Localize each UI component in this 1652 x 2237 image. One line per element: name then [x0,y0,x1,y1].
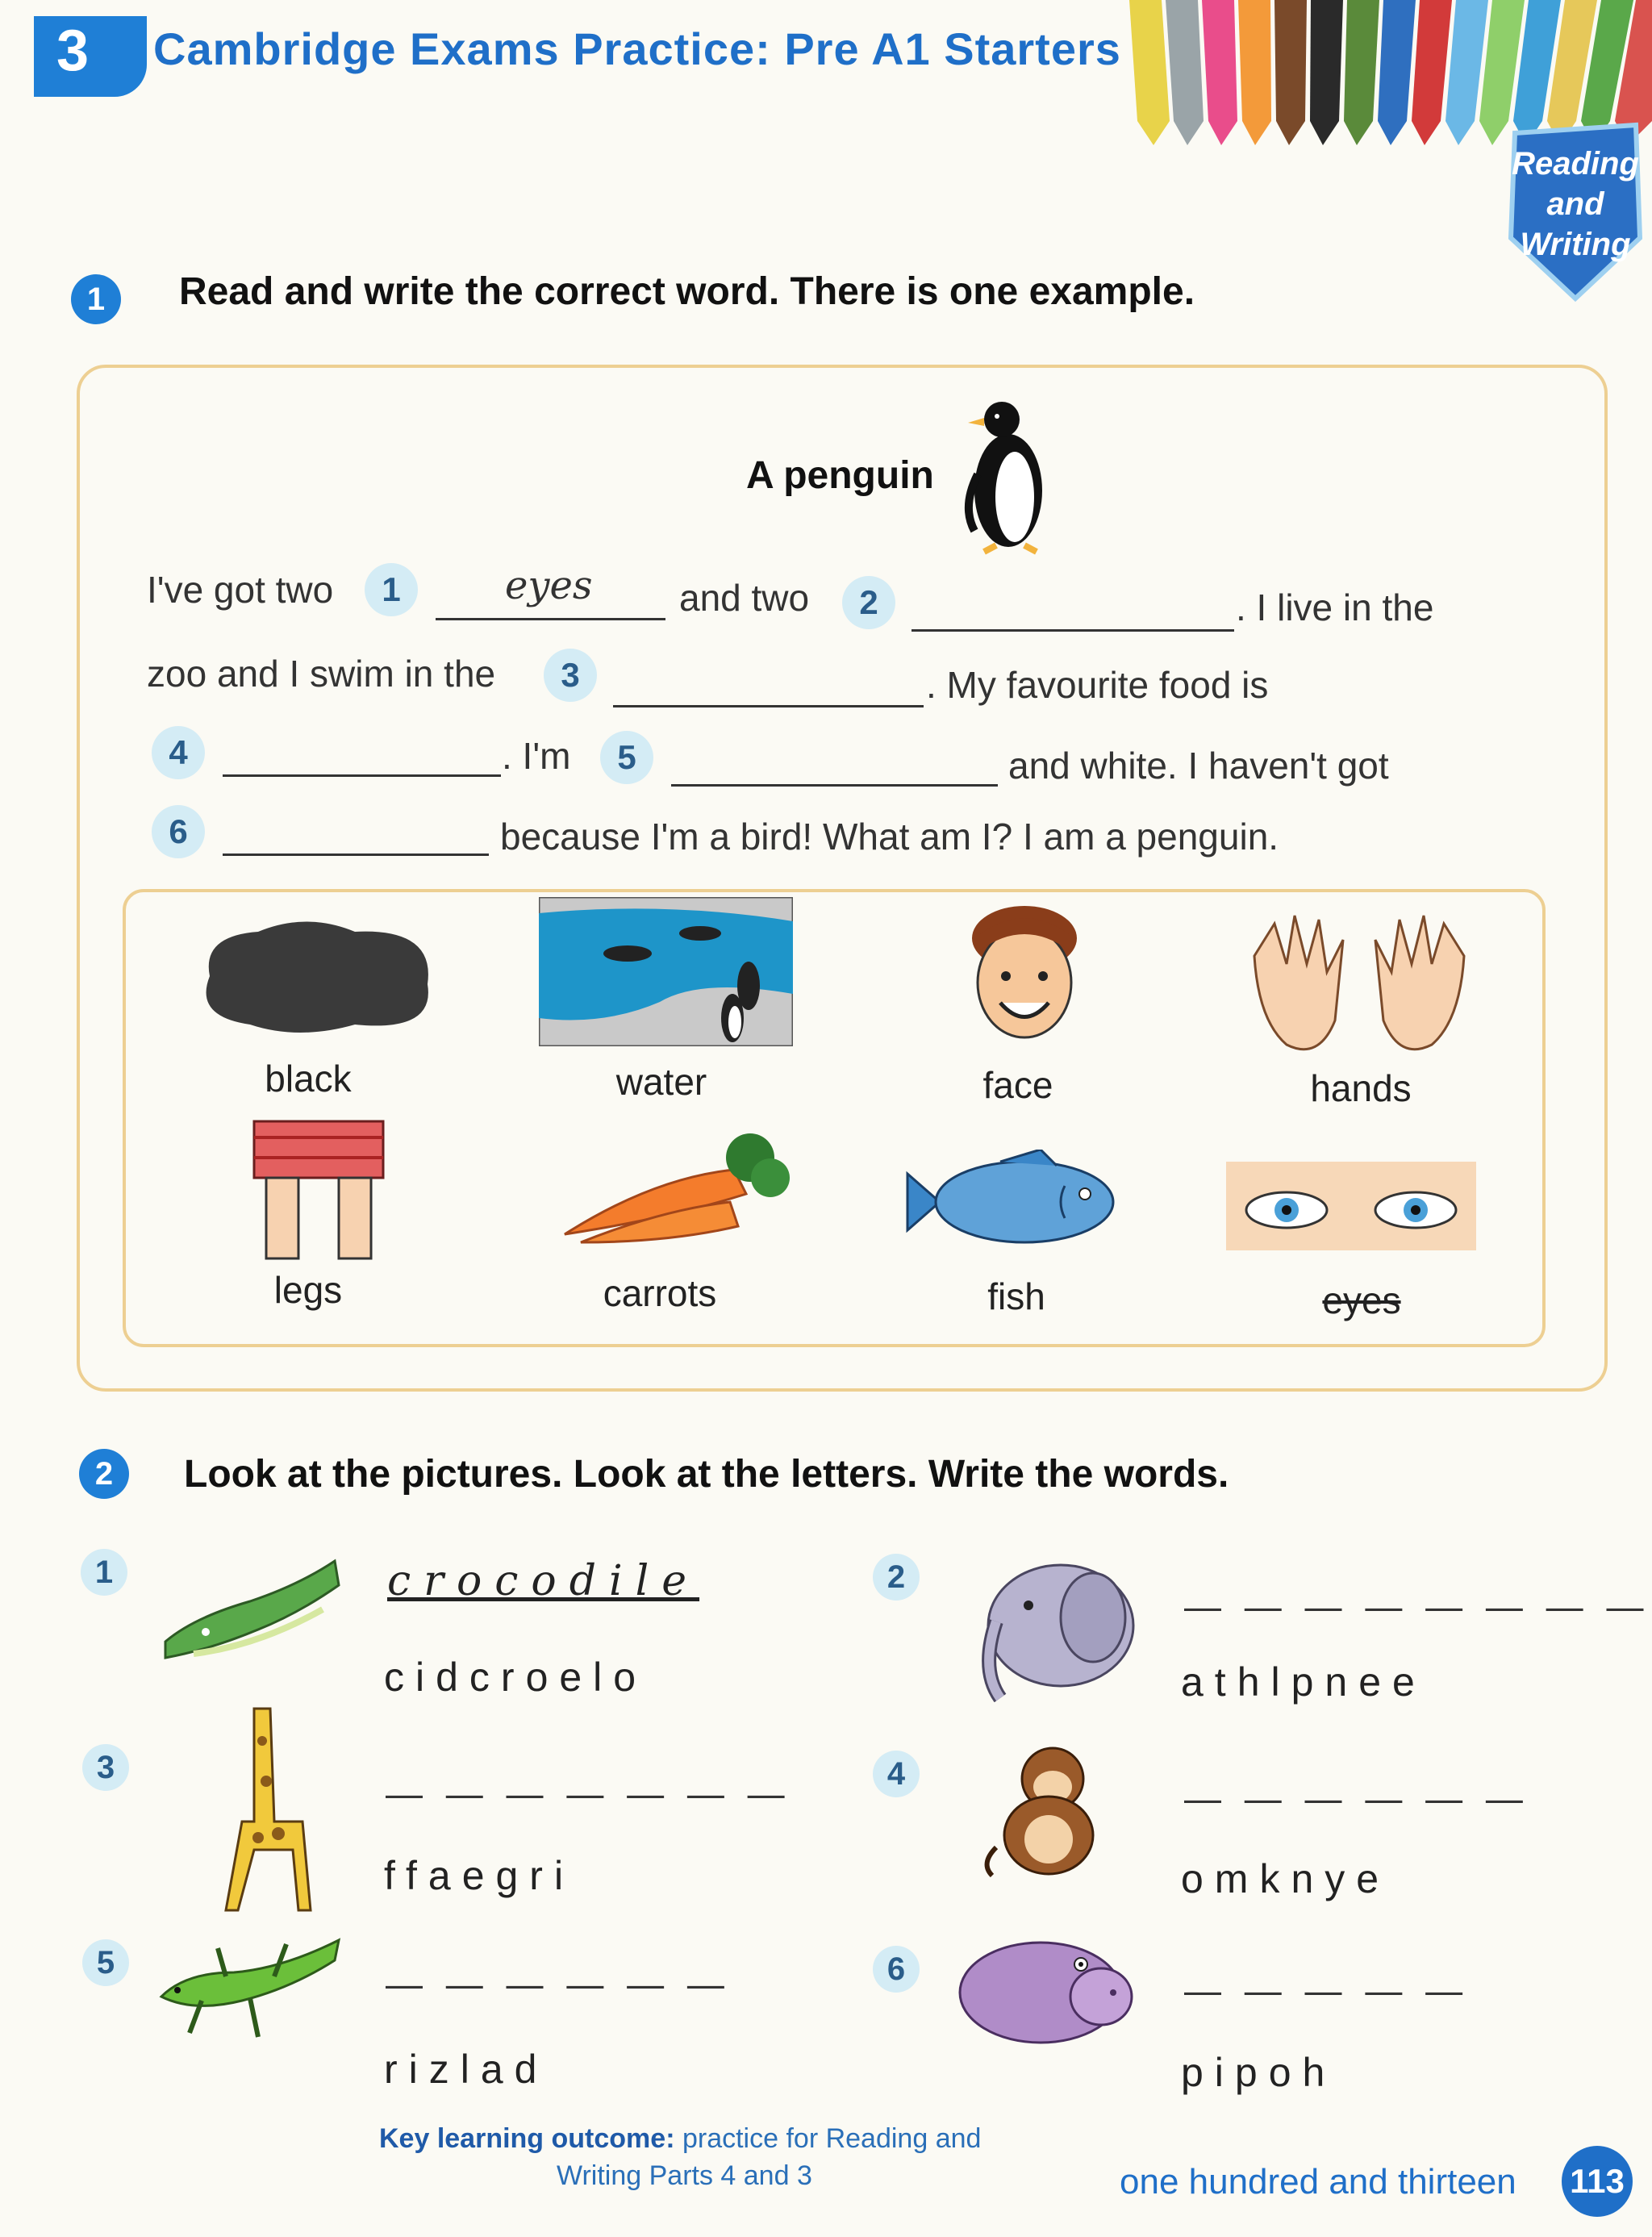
item-5-letters: rizlad [384,2047,549,2092]
exercise-2-instruction: Look at the pictures. Look at the letters. Write the words. [184,1453,1229,1496]
story-text-2: and two [679,577,810,619]
crocodile-picture [161,1553,343,1666]
word-water: water [615,1061,707,1103]
word-black: black [265,1058,352,1100]
item-6-number: 6 [873,1946,920,1993]
gap-number-6: 6 [152,805,205,858]
item-5-answer-blank[interactable]: — — — — — — [386,1963,731,2005]
gap-number-5: 5 [600,731,653,784]
carrots-picture [557,1121,791,1250]
story-text-6: . I'm [502,735,571,777]
gap-blank-6[interactable] [223,853,489,856]
item-4-letters: omknye [1181,1856,1391,1901]
item-2-letters: athlpnee [1181,1659,1426,1705]
word-fish: fish [987,1275,1045,1317]
story-text-1: I've got two [147,569,334,611]
word-face: face [982,1064,1053,1106]
monkey-picture [972,1742,1117,1880]
item-5-number: 5 [82,1939,129,1986]
item-1-number: 1 [81,1549,127,1596]
gap-number-3: 3 [544,649,597,702]
story-text-3: . I live in the [1236,586,1434,628]
item-6-letters: pipoh [1181,2050,1337,2095]
legs-picture [250,1117,387,1262]
item-4-answer-blank[interactable]: — — — — — — [1184,1777,1529,1819]
word-legs: legs [273,1269,343,1311]
hippo-picture [952,1924,1133,2053]
black-shape-picture [194,912,444,1041]
reading-writing-badge-text: Reading and Writing [1512,146,1639,262]
item-6-answer-blank[interactable]: — — — — — [1184,1969,1470,2011]
example-answer: eyes [505,563,593,608]
page-number-badge: 113 [1562,2146,1633,2217]
item-2-answer-blank[interactable]: — — — — — — — — [1184,1585,1650,1627]
water-picture [539,897,793,1046]
item-3-letters: ffaegri [384,1853,575,1898]
face-picture [956,902,1093,1055]
penguin-illustration [960,394,1057,555]
gap-blank-3[interactable] [613,705,924,707]
item-2-number: 2 [873,1554,920,1601]
item-1-answer: crocodile [387,1557,700,1605]
exercise-1-number: 1 [71,274,121,324]
story-text-4: zoo and I swim in the [147,653,496,695]
story-text-5: . My favourite food is [926,664,1269,706]
exercise-2-number: 2 [79,1449,129,1499]
story-text-7: and white. I haven't got [1008,745,1389,787]
fish-picture [903,1150,1121,1254]
gap-blank-2[interactable] [912,629,1234,632]
gap-blank-1[interactable] [436,618,665,620]
page-title: Cambridge Exams Practice: Pre A1 Starters [153,23,1121,74]
gap-number-1: 1 [365,563,418,616]
word-carrots: carrots [603,1272,717,1314]
item-3-number: 3 [82,1744,129,1791]
item-4-number: 4 [873,1751,920,1797]
unit-tab [34,16,147,97]
gap-number-2: 2 [842,576,895,629]
exercise-1-instruction: Read and write the correct word. There is one example. [179,270,1195,313]
gap-blank-5[interactable] [671,784,998,787]
gap-blank-4[interactable] [223,774,501,777]
story-title: A penguin [746,454,934,497]
key-learning-outcome: Key learning outcome: practice for Reading and Writing Parts 4 and 3 [379,2123,982,2191]
page-number-words: one hundred and thirteen [1120,2162,1516,2202]
lizard-picture [153,1924,347,2053]
eyes-picture [1226,1162,1476,1250]
gap-number-4: 4 [152,726,205,779]
elephant-picture [964,1549,1141,1702]
item-3-answer-blank[interactable]: — — — — — — — [386,1772,791,1814]
story-text-8: because I'm a bird! What am I? I am a penguin. [500,816,1279,858]
hands-picture [1238,908,1480,1069]
word-hands: hands [1310,1067,1412,1109]
item-1-letters: cidcroelo [384,1655,648,1700]
unit-number: 3 [56,19,90,83]
giraffe-picture [206,1701,327,1918]
word-eyes-crossed-out: eyes [1322,1279,1401,1321]
